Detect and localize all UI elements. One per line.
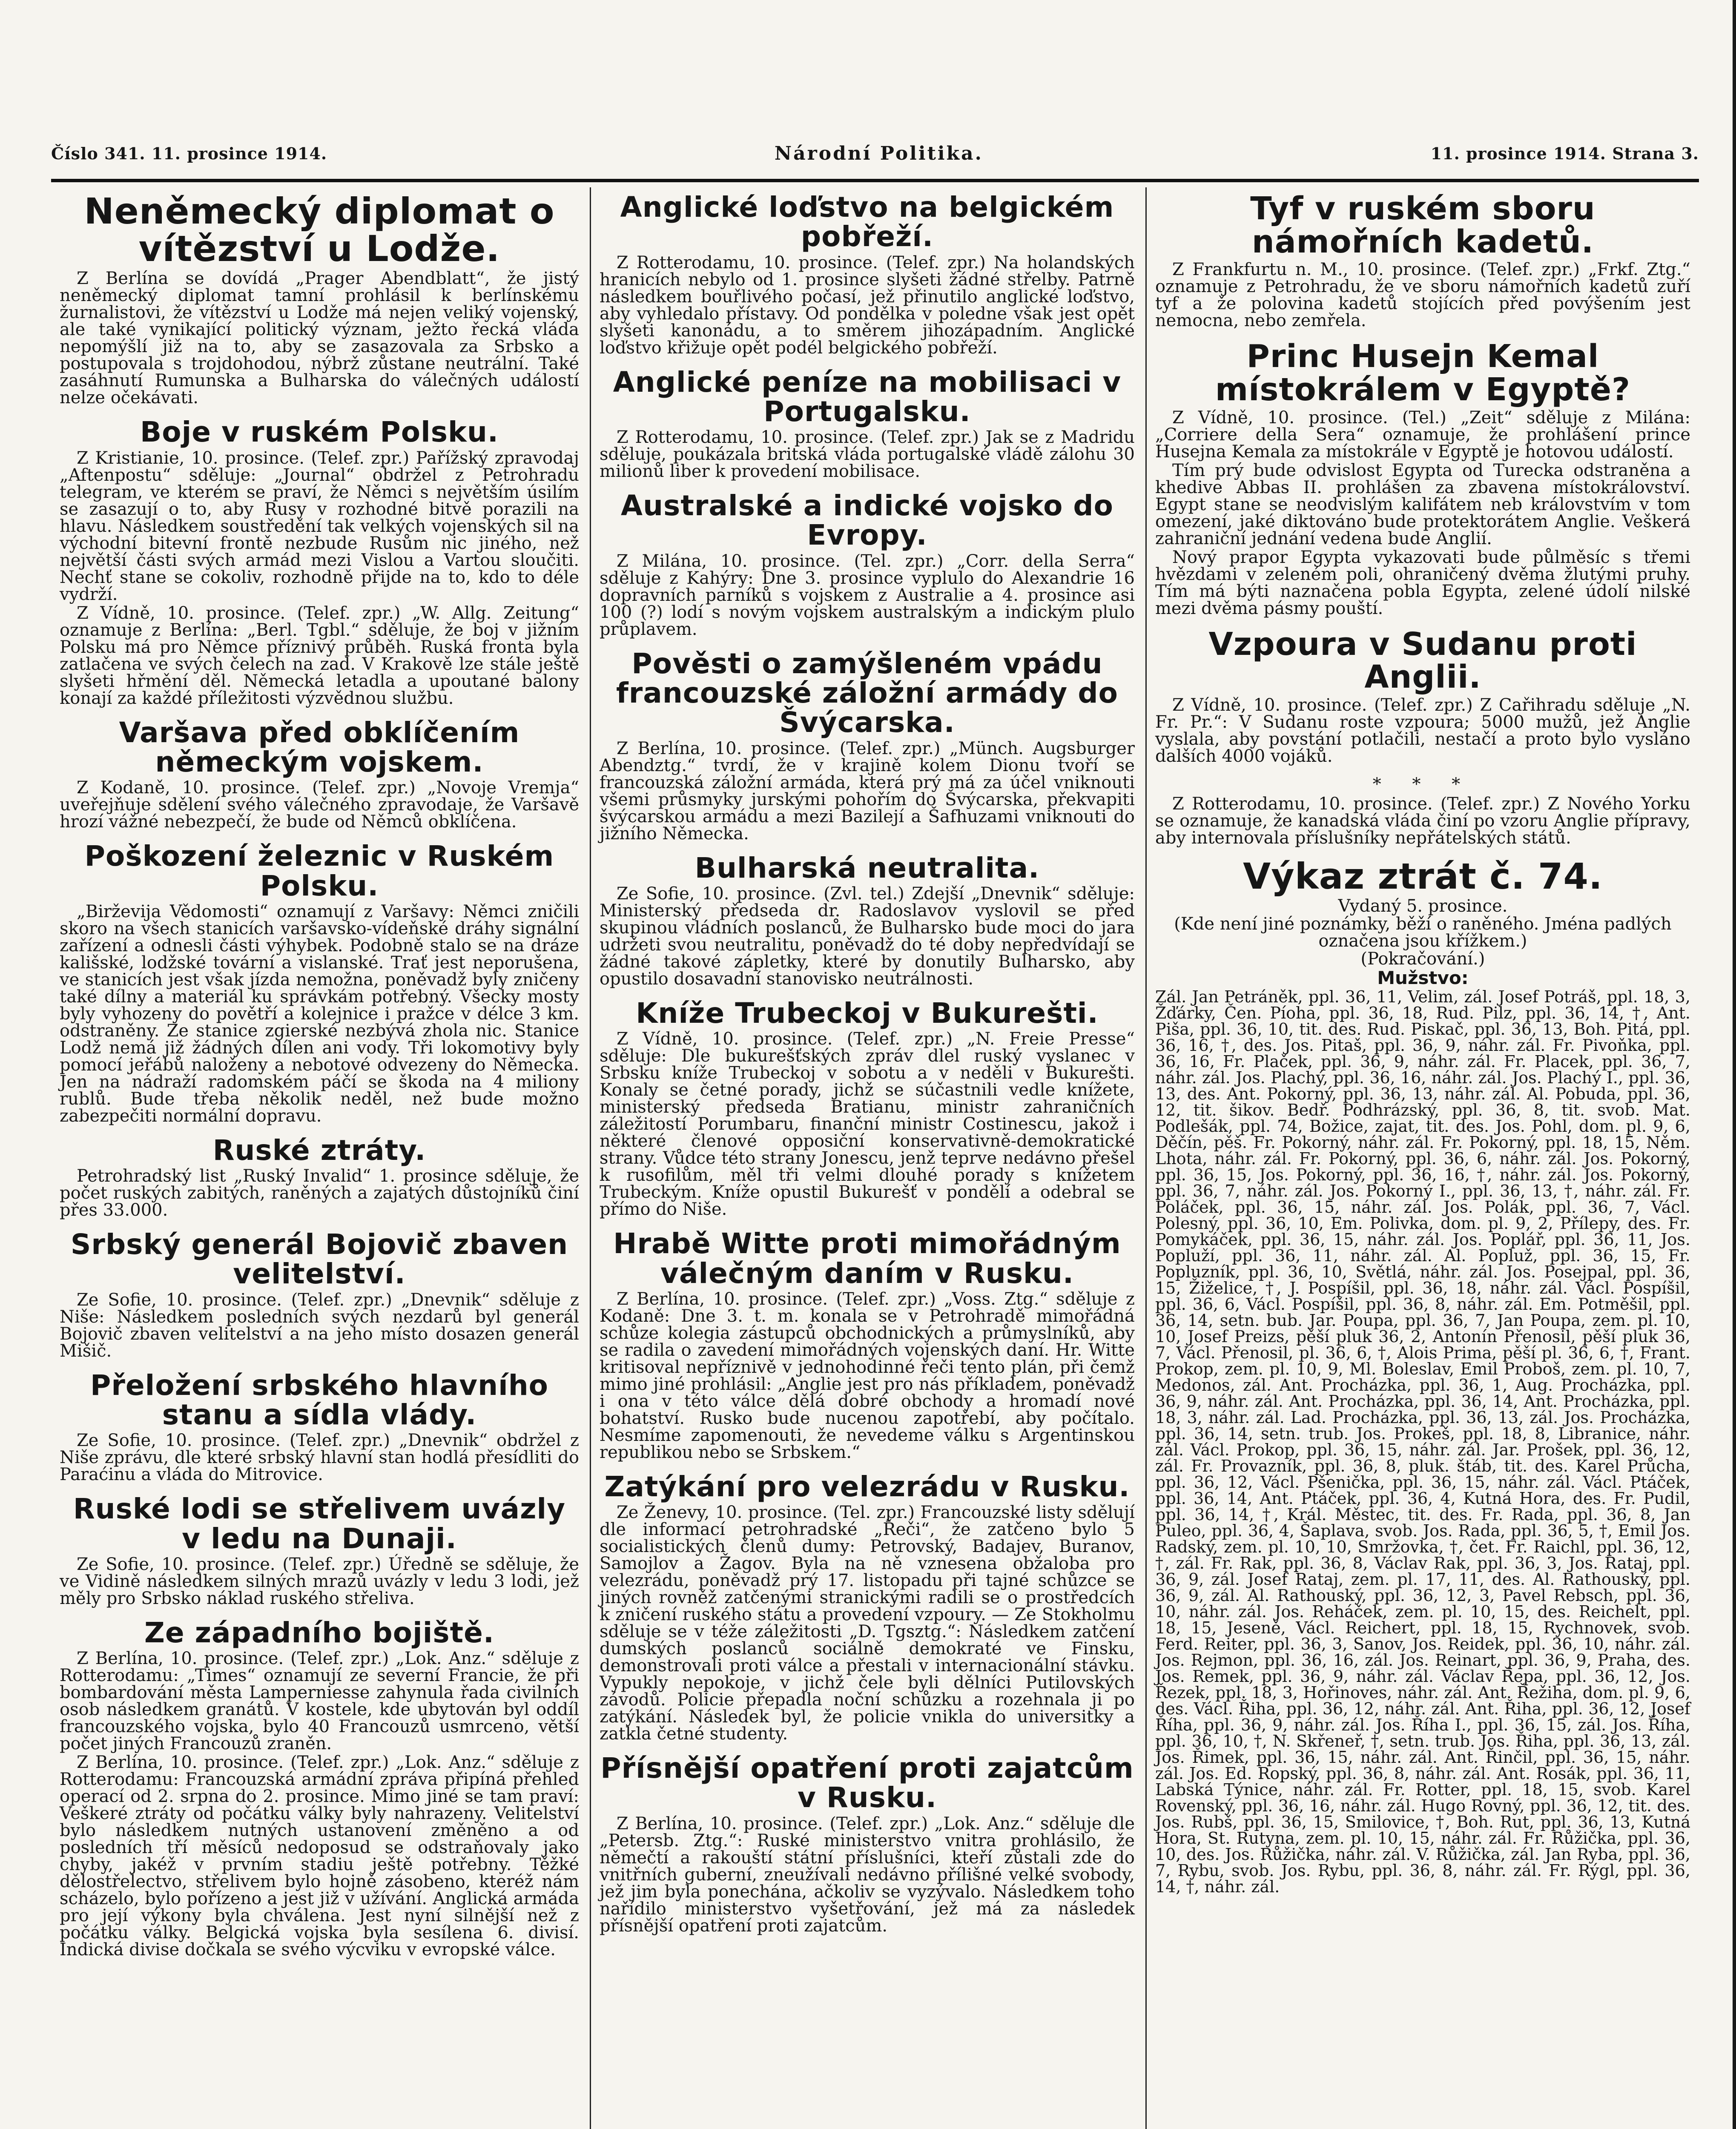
headline: Přeložení srbského hlavního stanu a sídla vlády. xyxy=(90,1369,549,1432)
article xyxy=(600,367,1135,480)
headline: Tyf v ruském sboru námořních kadetů. xyxy=(1250,190,1595,260)
paragraph: Z Vídně, 10. prosince. (Telef. zpr.) Z Cařihradu sděluje „N. Fr. Pr.“: V Sudanu roste vzpoura; 5000 mužů, jež Anglie vyslala, aby povstání potlačili, nestačí a proto bylo vysláno dalších 4000 vojáků. xyxy=(1155,695,1690,766)
article xyxy=(60,192,579,406)
column-1 xyxy=(51,187,588,2129)
column-3 xyxy=(1145,187,1699,2129)
article xyxy=(600,1229,1135,1461)
article xyxy=(60,417,579,706)
headline: Anglické peníze na mobilisaci v Portugalsku. xyxy=(613,365,1122,428)
article xyxy=(1155,628,1690,765)
headline: Princ Husejn Kemal místokrálem v Egyptě? xyxy=(1215,338,1630,408)
losses-list: Zál. Jan Petráněk, ppl. 36, 11, Velim, zál. Josef Potráš, ppl. 18, 3, Žďárky, Čen. Píoha, ppl. 36, 18, Rud. Pilz, ppl. 36, 14, †, Ant. Piša, ppl. 36, 10, tit. des. Rud. Piskač, ppl. 36, 13, Boh. Pitá, ppl. 36, 16, †, des. Jos. Pitaš, ppl. 36, 9, náhr. zál. Fr. Pivoňka, ppl. 36, 16, Fr. Plaček, ppl. 36, 9, náhr. zál. Fr. Placek, ppl. 36, 7, náhr. zál. Jos. Plachý, ppl. 36, 16, náhr. zál. Jos. Plachý I., ppl. 36, 13, des. Ant. Pokorný, ppl. 36, 13, náhr. zál. Al. Pobuda, ppl. 36, 12, tit. šikov. Bedř. Podhrázský, ppl. 36, 8, tit. svob. Mat. Podlešák, ppl. 74, Božice, zajat, tit. des. Jos. Pohl, dom. pl. 9, 6, Děčín, pěš. Fr. Pokorný, náhr. zál. Fr. Pokorný, ppl. 18, 15, Něm. Lhota, náhr. zál. Fr. Pokorný, ppl. 36, 6, náhr. zál. Jos. Pokorný, ppl. 36, 15, Jos. Pokorný, ppl. 36, 16, †, náhr. zál. Jos. Pokorný, ppl. 36, 7, náhr. zál. Jos. Pokorný I., ppl. 36, 13, †, náhr. zál. Fr. Poláček, ppl. 36, 15, náhr. zál. Jos. Polák, ppl. 36, 7, Václ. Polesný, ppl. 36, 10, Em. Polivka, dom. pl. 9, 2, Přílepy, des. Fr. Pomykáček, ppl. 36, 15, náhr. zál. Jos. Poplář, ppl. 36, 11, Jos. Popluží, ppl. 36, 11, náhr. zál. Al. Popluž, ppl. 36, 15, Fr. Popluzník, ppl. 36, 10, Světlá, náhr. zál. Jos. Posejpal, ppl. 36, 15, Žiželice, †, J. Pospíšil, ppl. 36, 18, náhr. zál. Václ. Pospíšil, ppl. 36, 6, Václ. Pospíšil, ppl. 36, 8, náhr. zál. Em. Potměšil, ppl. 36, 14, setn. bub. Jar. Poupa, ppl. 36, 7, Jan Poupa, zem. pl. 10, 10, Josef Preizs, pěší pluk 36, 2, Antonín Přenosil, pěší pluk 36, 7, Václ. Přenosil, pl. 36, 6, †, Alois Prima, pěší pl. 36, 6, †, Frant. Prokop, zem. pl. 10, 9, Ml. Boleslav, Emil Proboš, zem. pl. 10, 7, Medonos, zál. Ant. Procházka, ppl. 36, 1, Aug. Procházka, ppl. 36, 9, náhr. zál. Ant. Procházka, ppl. 36, 14, Ant. Procházka, ppl. 18, 3, náhr. zál. Lad. Procházka, ppl. 36, 13, zál. Jos. Procházka, ppl. 36, 14, setn. trub. Jos. Prokeš, ppl. 18, 8, Libranice, náhr. zál. Václ. Prokop, ppl. 36, 15, náhr. zál. Jar. Prošek, ppl. 36, 12, zál. Fr. Provazník, ppl. 36, 8, pluk. štáb, tit. des. Karel Průcha, ppl. 36, 12, Václ. Pšenička, ppl. 36, 15, náhr. zál. Václ. Ptáček, ppl. 36, 14, Ant. Ptáček, ppl. 36, 4, Kutná Hora, des. Fr. Pudil, ppl. 36, 14, †, Král. Městec, tit. des. Fr. Rada, ppl. 36, 8, Jan Puleo, ppl. 36, 4, Šaplava, svob. Jos. Rada, ppl. 36, 5, †, Emil Jos. Radský, zem. pl. 10, 10, Smržovka, †, čet. Fr. Raichl, ppl. 36, 12, †, zál. Fr. Rak, ppl. 36, 8, Václav Rak, ppl. 36, 3, Jos. Rataj, ppl. 36, 9, zál. Josef Rataj, zem. pl. 17, 11, des. Al. Rathouský, ppl. 36, 9, zál. Al. Rathouský, ppl. 36, 12, 3, Pavel Rebsch, ppl. 36, 10, náhr. zál. Jos. Reháček, zem. pl. 10, 15, des. Reichelt, ppl. 18, 15, Jeseně, Václ. Reichert, ppl. 18, 15, Rychnovek, svob. Ferd. Reiter, ppl. 36, 3, Sanov, Jos. Reidek, ppl. 36, 10, náhr. zál. Jos. Rejmon, ppl. 36, 16, zál. Jos. Reinart, ppl. 36, 9, Praha, des. Jos. Remek, ppl. 36, 9, náhr. zál. Václav Řepa, ppl. 36, 12, Jos. Řezek, ppl. 18, 3, Hořinoves, náhr. zál. Ant. Řežiha, dom. pl. 9, 6, des. Václ. Řiha, ppl. 36, 12, náhr. zál. Ant. Řiha, ppl. 36, 12, Josef Říha, ppl. 36, 9, náhr. zál. Jos. Říha I., ppl. 36, 15, zál. Jos. Říha, ppl. 36, 10, †, N. Skřeneř, †, setn. trub. Jos. Řiha, ppl. 36, 13, zál. Jos. Řimek, ppl. 36, 15, náhr. zál. Ant. Řinčil, ppl. 36, 15, náhr. zál. Jos. Ed. Ropský, ppl. 36, 8, náhr. zál. Ant. Rosák, ppl. 36, 11, Labská Týnice, náhr. zál. Fr. Rotter, ppl. 18, 15, svob. Karel Rovenský, ppl. 36, 16, náhr. zál. Hugo Rovný, ppl. 36, 12, tit. des. Jos. Rubš, ppl. 36, 15, Smilovice, †, Boh. Rut, ppl. 36, 13, Kutná Hora, St. Rutyna, zem. pl. 10, 15, náhr. zál. Fr. Růžička, ppl. 36, 10, des. Jos. Růžička, náhr. zál. V. Růžička, zál. Jan Ryba, ppl. 36, 7, Rybu, svob. Jos. Rybu, ppl. 36, 8, náhr. zál. Fr. Rýgl, ppl. 36, 14, †, náhr. zál. xyxy=(1155,987,1690,1897)
paragraph: Nový prapor Egypta vykazovati bude půlměsíc s třemi hvězdami v zeleném poli, ohraničený dvěma žlutými pruhy. Tím má býti naznačena pobla Egypta, zelené údolí nilské mezi dvěma pásmy pouští. xyxy=(1155,547,1690,618)
paragraph: Z Berlína, 10. prosince. (Telef. zpr.) „Voss. Ztg.“ sděluje z Kodaně: Dne 3. t. m. konala se v Petrohradě mimořádná schůze kolegia zástupců obchodnických a průmyslníků, aby se radila o zavedení mimořádných vojenských daní. Hr. Witte kritisoval nepříznivě v jednohodinné řeči tento plán, při čemž mimo jiné prohlásil: „Anglie jest pro nás příkladem, poněvadž i ona v této válce dělá dobré obchody a hromadí nové bohatství. Rusko bude nucenou zapotřebí, aby počítalo. Nesmíme zapomenouti, že nevedeme válku s Argentinskou republikou nebo se Srbskem.“ xyxy=(600,1289,1135,1462)
article xyxy=(600,1753,1135,1934)
headline: Zatýkání pro velezrádu v Rusku. xyxy=(604,1470,1130,1503)
article xyxy=(60,841,579,1125)
article xyxy=(1155,795,1690,846)
headline: Boje v ruském Polsku. xyxy=(140,416,499,449)
headline: Ruské ztráty. xyxy=(212,1133,426,1167)
masthead xyxy=(51,128,1699,179)
headline: Neněmecký diplomat o vítězství u Lodže. xyxy=(84,190,555,270)
article xyxy=(60,1494,579,1607)
paragraph: Z Rotterodamu, 10. prosince. (Telef. zpr.) Jak se z Madridu sděluje, poukázala britská vláda portugalské vládě zálohu 30 milionů liber k provedení mobilisace. xyxy=(600,428,1135,482)
issue-number: Číslo 341. 11. prosince 1914. xyxy=(51,143,327,163)
paragraph: Ze Sofie, 10. prosince. (Zvl. tel.) Zdejší „Dnevnik“ sděluje: Ministerský předseda dr. Radoslavov vyslovil se před skupinou vládních poslanců, že Bulharsko bude moci do jara udržeti svou neutralitu, poněvadž do té doby nepředvídají se žádné takové zápletky, které by donutily Bulharsko, aby opustilo dosavadní stanovisko neutrálnosti. xyxy=(600,884,1135,989)
paragraph: Z Frankfurtu n. M., 10. prosince. (Telef. zpr.) „Frkf. Ztg.“ oznamuje z Petrohradu, že ve sboru námořních kadetů zuří tyf a že polovina kadetů stojících před povýšením jest nemocna, nebo zemřela. xyxy=(1155,260,1690,331)
paragraph: Z Vídně, 10. prosince. (Telef. zpr.) „W. Allg. Zeitung“ oznamuje z Berlína: „Berl. Tgbl.“ sděluje, že boj v jižním Polsku má pro Němce příznivý průběh. Ruská fronta byla zatlačena ve svých čelech na zad. V Krakově lze stále ještě slyšeti hřmění děl. Německá letadla a upoutané balony konají za každé příležitosti výzvědnou službu. xyxy=(60,603,579,708)
headline: Přísnější opatření proti zajatcům v Rusku. xyxy=(600,1752,1134,1814)
paragraph: Z Kristianie, 10. prosince. (Telef. zpr.) Pařížský zpravodaj „Aftenpostu“ sděluje: „Journal“ obdržel z Petrohradu telegram, ve kterém se praví, že Němci s největším úsilím se zasazují o to, aby Rusy v rozhodné bitvě porazili na hlavu. Následkem soustředění tak velkých vojenských sil na východní bitevní frontě nezbude Rusům nic jiného, než největší části svých armád mezi Vislou a Vartou sloučiti. Nechť stane se cokoliv, rozhodně přijde na to, kdo to déle vydrží. xyxy=(60,448,579,604)
paragraph: Z Rotterodamu, 10. prosince. (Telef. zpr.) Z Nového Yorku se oznamuje, že kanadská vláda činí po vzoru Anglie přípravy, aby internovala příslušníky nepřátelských států. xyxy=(1155,794,1690,848)
paragraph: Z Berlína se dovídá „Prager Abendblatt“, že jistý neněmecký diplomat tamní prohlásil k berlínskému žurnalistovi, že vítězství u Lodže má nejen veliký vojenský, ale také vynikající politický význam, ježto řecká vláda nepomýšlí již na to, aby se zasazovala za Srbsko a postupovala s trojdohodou, nýbrž zůstane neutrální. Také zasáhnutí Rumunska a Bulharska do válečných událostí nelze očekávati. xyxy=(60,269,579,408)
losses-title: Výkaz ztrát č. 74. xyxy=(1243,855,1603,898)
paragraph: Z Berlína, 10. prosince. (Telef. zpr.) „Münch. Augsburger Abendztg.“ tvrdí, že v krajině kolem Dionu tvoří se francouzská záložní armáda, která prý má za účel vniknouti všemi průsmyky jurskými pohořím do Švýcarska, překvapiti švýcarskou armádu a mezi Bazilejí a Šafhuzami vniknouti do jižního Německa. xyxy=(600,738,1135,844)
paragraph: Z Berlína, 10. prosince. (Telef. zpr.) „Lok. Anz.“ sděluje dle „Petersb. Ztg.“: Ruské ministerstvo vnitra prohlásilo, že němečtí a rakouští státní příslušníci, kteří zůstali zde do vnitřních guberní, zneužívali nedávno přílišné velké svobody, jež jim byla ponechána, ačkoliv se vyzývalo. Následkem toho nařídilo ministerstvo vyšetřování, jež má za následek přísnější opatření proti zajatcům. xyxy=(600,1813,1135,1936)
article xyxy=(60,1230,579,1360)
header-rule xyxy=(51,179,1699,182)
headline: Ze západního bojiště. xyxy=(144,1616,494,1649)
headline: Varšava před obklíčením německým vojskem. xyxy=(119,716,520,778)
newspaper-title: Národní Politika. xyxy=(774,142,983,164)
article xyxy=(1155,192,1690,329)
losses-subheading: Mužstvo: xyxy=(1377,967,1469,989)
date-page: 11. prosince 1914. Strana 3. xyxy=(1430,143,1699,163)
paragraph: „Birževija Vědomosti“ oznamují z Varšavy: Němci zničili skoro na všech stanicích varšavsko-vídeňské dráhy signální zařízení a odnesli části výhybek. Podobně stalo se na dráze kališské, lodžské tovární a vislanské. Trať jest neporušena, ve stanicích jest však jízda nemožna, poněvadž byly zničeny také dílny a materiál ku správkám potřebný. Všecky mosty byly vyhozeny do povětří a kolejnice i pražce v délce 3 km. odstraněny. Ze stanice zgierské nezbývá zhola nic. Stanice Lodž nemá již žádných dílen ani vody. Tři lokomotivy byly pomocí jeřábů naloženy a nebotové odvezeny do Německa. Jen na nádraží radomském páčí se škoda na 4 miliony rublů. Bude třeba několik neděl, než bude možno zabezpečiti normální dopravu. xyxy=(60,901,579,1126)
headline: Australské a indické vojsko do Evropy. xyxy=(620,489,1114,552)
headline: Vzpoura v Sudanu proti Anglii. xyxy=(1208,626,1637,696)
article xyxy=(600,649,1135,842)
headline: Anglické loďstvo na belgickém pobřeží. xyxy=(620,191,1114,253)
paragraph: Tím prý bude odvislost Egypta od Turecka odstraněna a khedive Abbas II. prohlášen za zbavena místokrálovství. Egypt stane se neodvislým kalifátem neb královstvím v tom omezení, jaké diktováno bude protektorátem Anglie. Veškerá zahraniční jednání vedena bude Anglií. xyxy=(1155,460,1690,548)
paragraph: Z Berlína, 10. prosince. (Telef. zpr.) „Lok. Anz.“ sděluje z Rotterodamu: „Times“ oznamují ze severní Francie, že při bombardování města Lamperniesse zahynula řada civilních osob následkem granátů. V kostele, kde ubytován byl oddíl francouzského vojska, bylo 40 Francouzů usmrceno, větší počet jiných Francouzů zraněn. xyxy=(60,1649,579,1754)
headline: Srbský generál Bojovič zbaven velitelství. xyxy=(70,1228,568,1291)
article xyxy=(600,491,1135,638)
paragraph: Z Vídně, 10. prosince. (Tel.) „Zeit“ sděluje z Milána: „Corriere della Sera“ oznamuje, že prohlášení prince Husejna Kemala za místokrále v Egyptě je hotovou událostí. xyxy=(1155,407,1690,462)
headline: Kníže Trubeckoj v Bukurešti. xyxy=(636,996,1099,1030)
section-separator: * * * xyxy=(1372,775,1473,795)
losses-report xyxy=(1155,855,1690,1897)
headline: Poškození železnic v Ruském Polsku. xyxy=(84,840,554,902)
losses-issued: Vydaný 5. prosince. xyxy=(1338,896,1508,916)
paragraph: Z Vídně, 10. prosince. (Telef. zpr.) „N. Freie Presse“ sděluje: Dle bukurešťských zpráv dlel ruský vyslanec v Srbsku kníže Trubeckoj v sobotu a v neděli v Bukurešti. Konaly se četné porady, jichž se súčastnili vedle knížete, ministerský předseda Bratianu, ministr zahraničních záležitostí Porumbaru, finanční ministr Costinescu, jakož i některé členové opposiční konservativně-demokratické strany. Vůdce této strany Jonescu, jenž teprve nedávno přešel k rusofilům, měl tři velmi dlouhé porady s knížetem Trubeckým. Kníže opustil Bukurešť v pondělí a odebral se přímo do Niše. xyxy=(600,1029,1135,1219)
headline: Bulharská neutralita. xyxy=(694,851,1040,884)
article xyxy=(1155,340,1690,617)
paragraph: Z Rotterodamu, 10. prosince. (Telef. zpr.) Na holandských hranicích nebylo od 1. prosince slyšeti žádné střelby. Patrně následkem bouřlivého počasí, jež přinutilo anglické loďstvo, aby vyhledalo přístavy. Od pondělka v poledne však jest opět slyšeti kanonádu, a to směrem jihozápadním. Anglické loďstvo křižuje opět podél belgického pobřeží. xyxy=(600,252,1135,358)
paragraph: Ze Ženevy, 10. prosince. (Tel. zpr.) Francouzské listy sdělují dle informací petrohradské „Řeči“, že zatčeno bylo 5 socialistických členů dumy: Petrovský, Badajev, Buranov, Samojlov a Žagov. Byla na ně vznesena obžaloba pro velezrádu, poněvadž prý 17. listopadu při tajné schůzce se jiných rovněž zatčenými stranickými radili se o prostředcích k zničení ruského státu a provedení vzpoury. — Ze Stokholmu sděluje se v téže záležitosti „D. Tgsztg.“: Následkem zatčení dumských poslanců sociálně demokraté ve Finsku, demonstrovali proti válce a přestali v internacionální stávku. Vypukly nepokoje, v jichž čele byli dělníci Putilovských závodů. Policie přepadla noční schůzku a rozehnala ji po zatýkání. Následek byl, že policie vnikla do universitky a zatkla četné studenty. xyxy=(600,1503,1135,1744)
paragraph: Z Kodaně, 10. prosince. (Telef. zpr.) „Novoje Vremja“ uveřejňuje sdělení svého válečného zpravodaje, že Varšavě hrozí vážné nebezpečí, že bude od Němců obklíčena. xyxy=(60,778,579,832)
paragraph: Ze Sofie, 10. prosince. (Telef. zpr.) „Dnevnik“ sděluje z Niše: Následkem posledních svých nezdarů byl generál Bojovič zbaven velitelství a na jeho místo dosazen generál Mišič. xyxy=(60,1290,579,1361)
article xyxy=(600,1472,1135,1742)
article xyxy=(60,1133,579,1220)
paragraph: Ze Sofie, 10. prosince. (Telef. zpr.) „Dnevnik“ obdržel z Niše zprávu, dle které srbský hlavní stan hodlá přesídliti do Paraćinu a vláda do Mitrovice. xyxy=(60,1431,579,1485)
losses-continuation: (Pokračování.) xyxy=(1360,949,1485,969)
article xyxy=(600,192,1135,356)
article xyxy=(600,853,1135,987)
article xyxy=(600,996,1135,1219)
paragraph: Ze Sofie, 10. prosince. (Telef. zpr.) Úředně se sděluje, že ve Vidině následkem silných mrazů uvázly v ledu 3 lodi, jež měly pro Srbsko náklad ruského střeliva. xyxy=(60,1554,579,1608)
paragraph: Z Milána, 10. prosince. (Tel. zpr.) „Corr. della Serra“ sděluje z Kahýry: Dne 3. prosince vyplulo do Alexandrie 16 dopravních parníků s vojskem z Australie a 4. prosince asi 100 (?) lodí s novým vojskem australským a indickým plulo průplavem. xyxy=(600,551,1135,639)
paragraph: Z Berlína, 10. prosince. (Telef. zpr.) „Lok. Anz.“ sděluje z Rotterodamu: Francouzská armádní zpráva připíná přehled operací od 2. srpna do 2. prosince. Mimo jiné se tam praví: Veškeré ztráty od počátku války byly nahrazeny. Velitelství bylo následkem nutných ustanovení změněno a od posledních tří měsíců nedoposud se odstraňovaly jako chyby, jakéž v prvním stadiu ještě potřebny. Těžké dělostřelectvo, střelivem bylo hojně zásobeno, kteréž nám scházelo, bylo pořízeno a jest již v užívání. Anglická armáda pro její výkony byla chválena. Jest nyní silnější než z počátku války. Belgická vojska byla sesílena 6. divisí. Indická divise dočkala se svého výcviku v evropské válce. xyxy=(60,1753,579,1960)
losses-note: (Kde není jiné poznámky, běží o raněného. Jména padlých označena jsou křížkem.) xyxy=(1174,914,1672,951)
article xyxy=(60,1371,579,1483)
article xyxy=(60,1618,579,1958)
headline: Pověsti o zamýšleném vpádu francouzské záložní armády do Švýcarska. xyxy=(616,647,1118,739)
paragraph: Petrohradský list „Ruský Invalid“ 1. prosince sděluje, že počet ruských zabitých, raněných a zajatých důstojníků činí přes 33.000. xyxy=(60,1166,579,1220)
headline: Ruské lodi se střelivem uvázly v ledu na Dunaji. xyxy=(73,1492,566,1555)
headline: Hrabě Witte proti mimořádným válečným daním v Rusku. xyxy=(613,1227,1121,1290)
article xyxy=(60,718,579,831)
column-2 xyxy=(590,187,1143,2129)
